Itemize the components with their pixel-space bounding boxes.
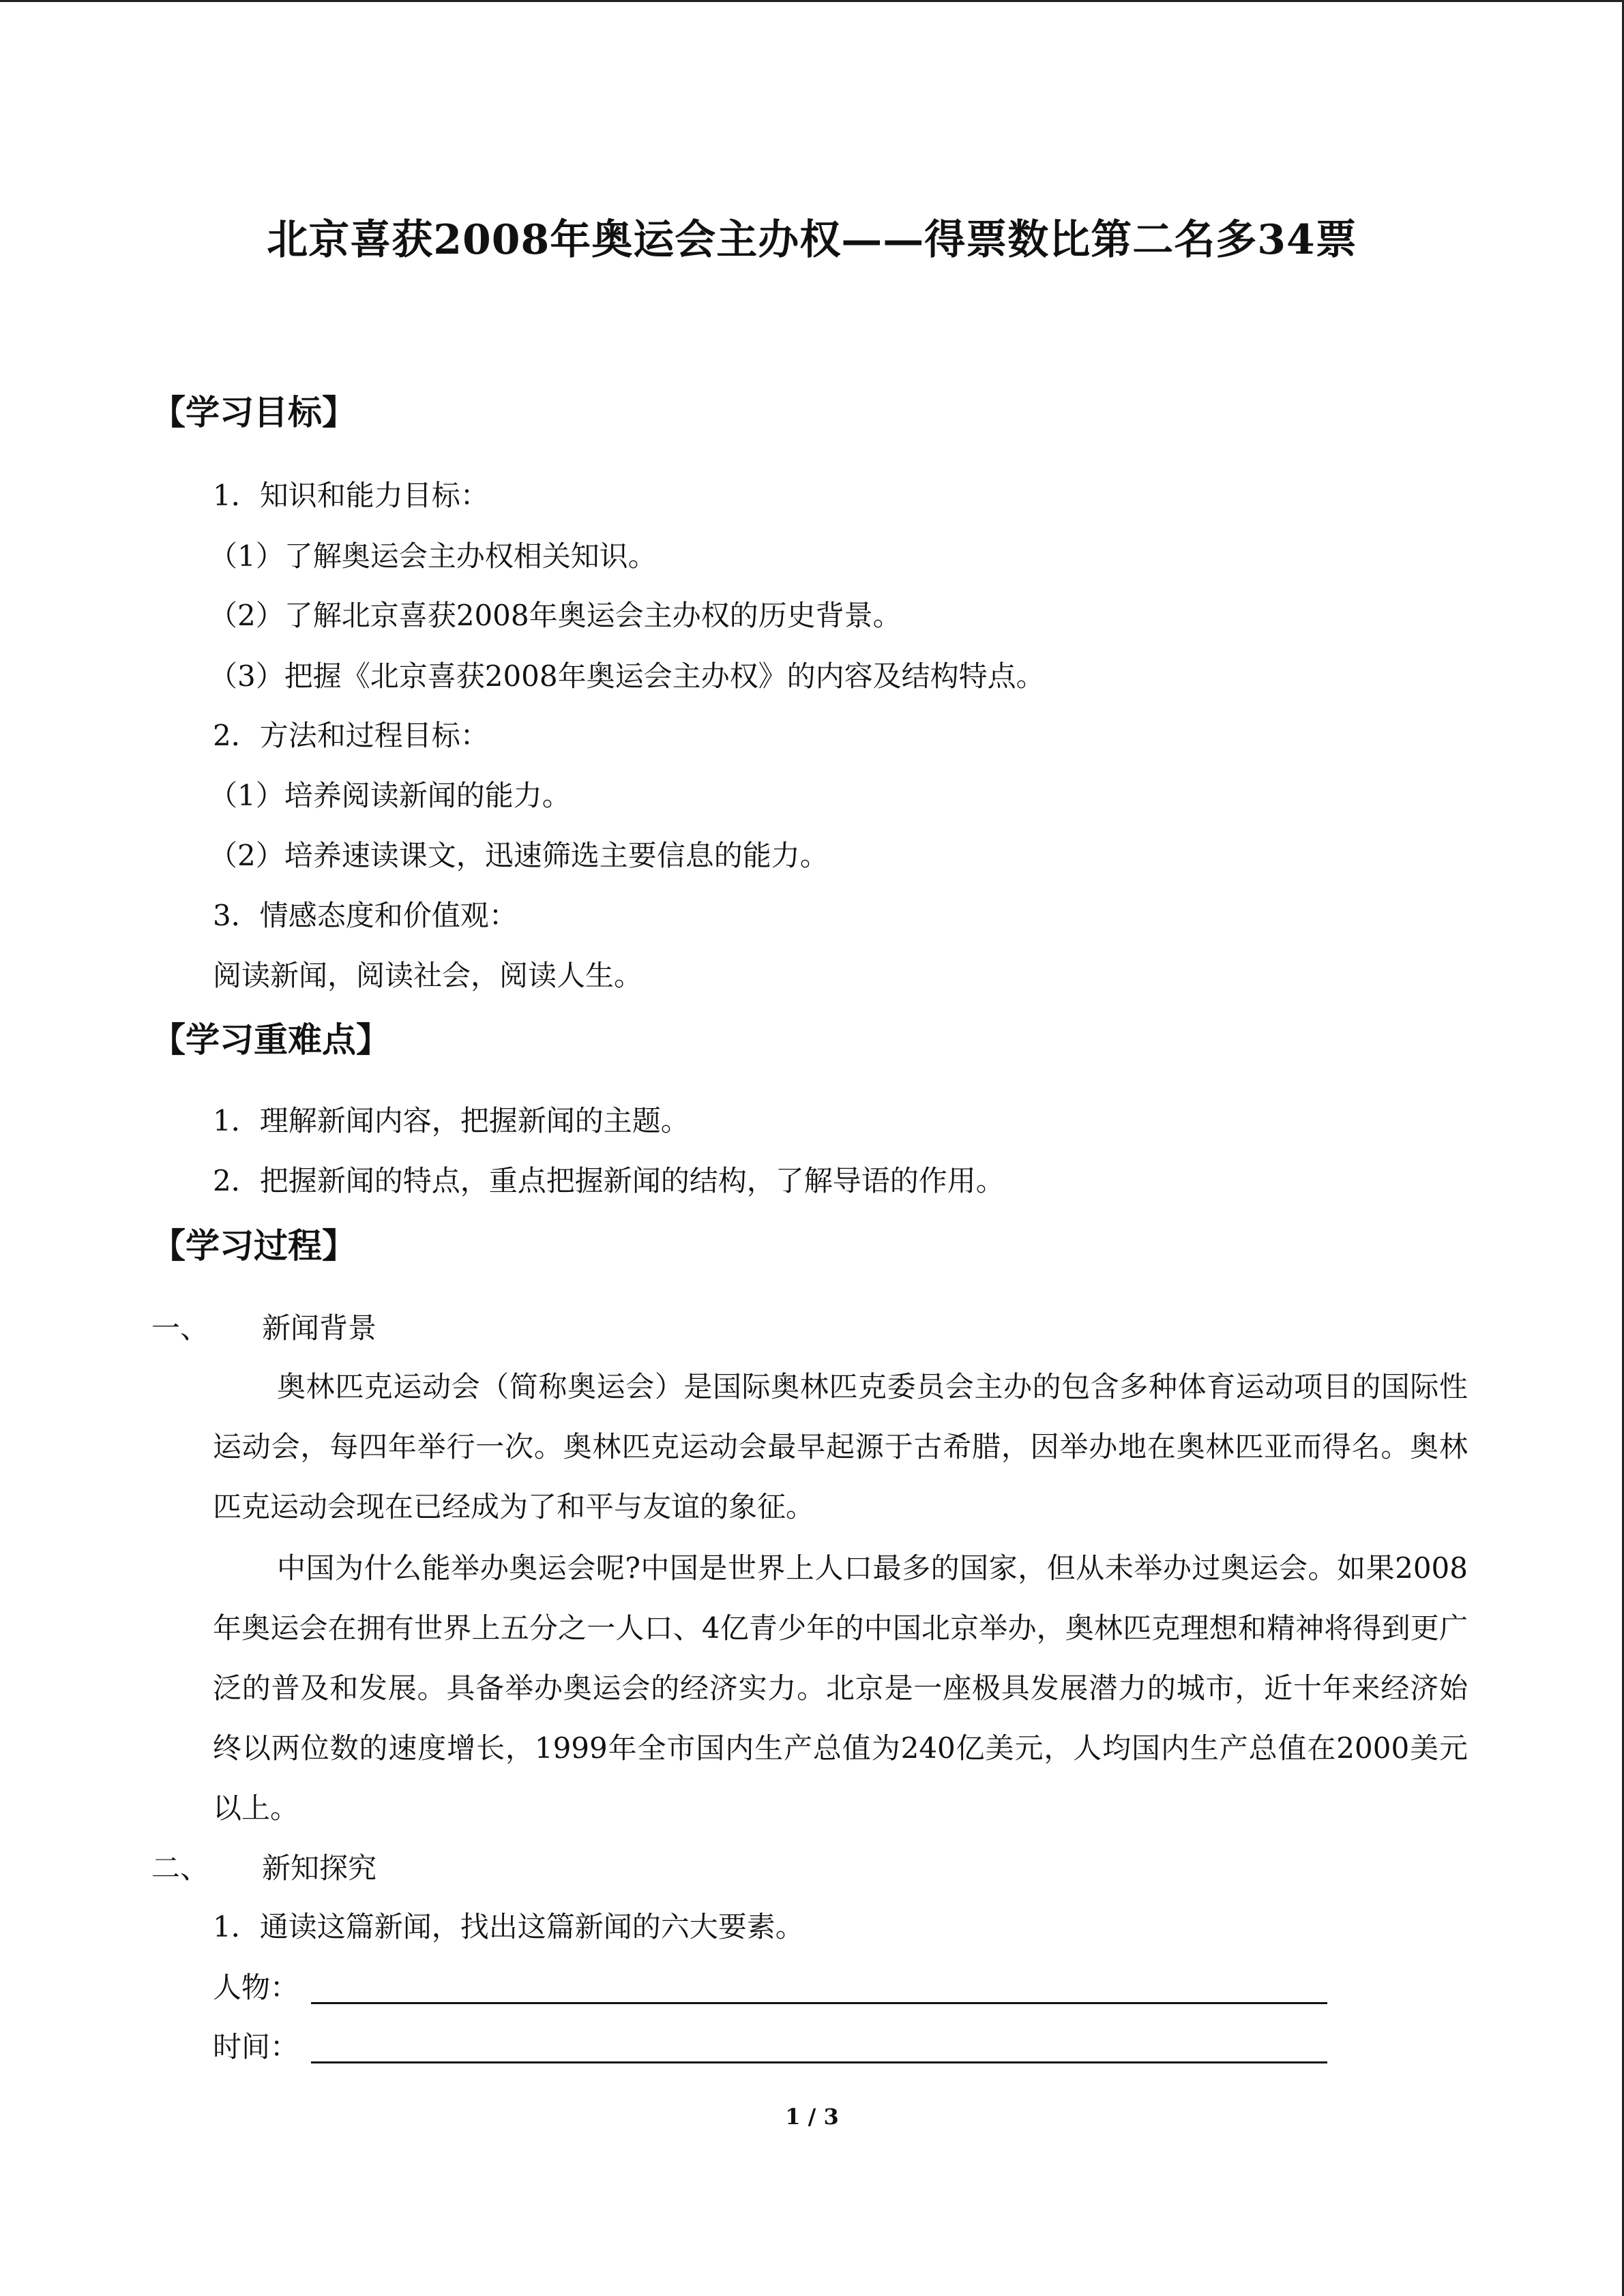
field-label-time: 时间： <box>213 2030 299 2063</box>
key-points-heading: 【学习重难点】 <box>151 1019 390 1060</box>
exploration-question: 1．通读这篇新闻，找出这篇新闻的六大要素。 <box>213 1910 804 1943</box>
field-label-person: 人物： <box>213 1971 299 2004</box>
objective-line: 阅读新闻，阅读社会，阅读人生。 <box>213 959 643 992</box>
objective-line: 1．知识和能力目标： <box>213 479 489 512</box>
answer-blank-person <box>311 2002 1327 2004</box>
objectives-heading: 【学习目标】 <box>151 392 356 432</box>
section-title: 新知探究 <box>262 1851 377 1885</box>
objective-line: （2）了解北京喜获2008年奥运会主办权的历史背景。 <box>209 599 902 632</box>
section-title: 新闻背景 <box>262 1311 377 1345</box>
key-point-line: 1．理解新闻内容，把握新闻的主题。 <box>213 1104 690 1137</box>
background-paragraph: 奥林匹克运动会（简称奥运会）是国际奥林匹克委员会主办的包含多种体育运动项目的国际性运动会，每四年举行一次。奥林匹克运动会最早起源于古希腊，因举办地在奥林匹亚而得名。奥林匹克运动会现在已经成为了和平与友谊的象征。 <box>213 1370 1468 1523</box>
page-number: 1 / 3 <box>785 2104 839 2130</box>
key-point-line: 2．把握新闻的特点，重点把握新闻的结构，了解导语的作用。 <box>213 1164 1005 1197</box>
objective-line: （2）培养速读课文，迅速筛选主要信息的能力。 <box>209 839 829 872</box>
objective-line: （1）了解奥运会主办权相关知识。 <box>209 539 657 573</box>
objective-line: 2．方法和过程目标： <box>213 719 489 752</box>
section-number: 二、 <box>151 1851 209 1885</box>
process-heading: 【学习过程】 <box>151 1225 356 1266</box>
objective-line: （3）把握《北京喜获2008年奥运会主办权》的内容及结构特点。 <box>209 659 1045 693</box>
document-title: 北京喜获2008年奥运会主办权——得票数比第二名多34票 <box>267 216 1357 264</box>
section-number: 一、 <box>151 1311 209 1345</box>
answer-blank-time <box>311 2061 1327 2063</box>
objective-line: （1）培养阅读新闻的能力。 <box>209 779 571 812</box>
background-paragraph: 中国为什么能举办奥运会呢?中国是世界上人口最多的国家，但从未举办过奥运会。如果2008年奥运会在拥有世界上五分之一人口、4亿青少年的中国北京举办，奥林匹克理想和精神将得到更广泛的普及和发展。具备举办奥运会的经济实力。北京是一座极具发展潜力的城市，近十年来经济始终以两位数的速度增长，1999年全市国内生产总值为240亿美元，人均国内生产总值在2000美元以上。 <box>213 1551 1468 1825</box>
objective-line: 3．情感态度和价值观： <box>213 899 518 932</box>
